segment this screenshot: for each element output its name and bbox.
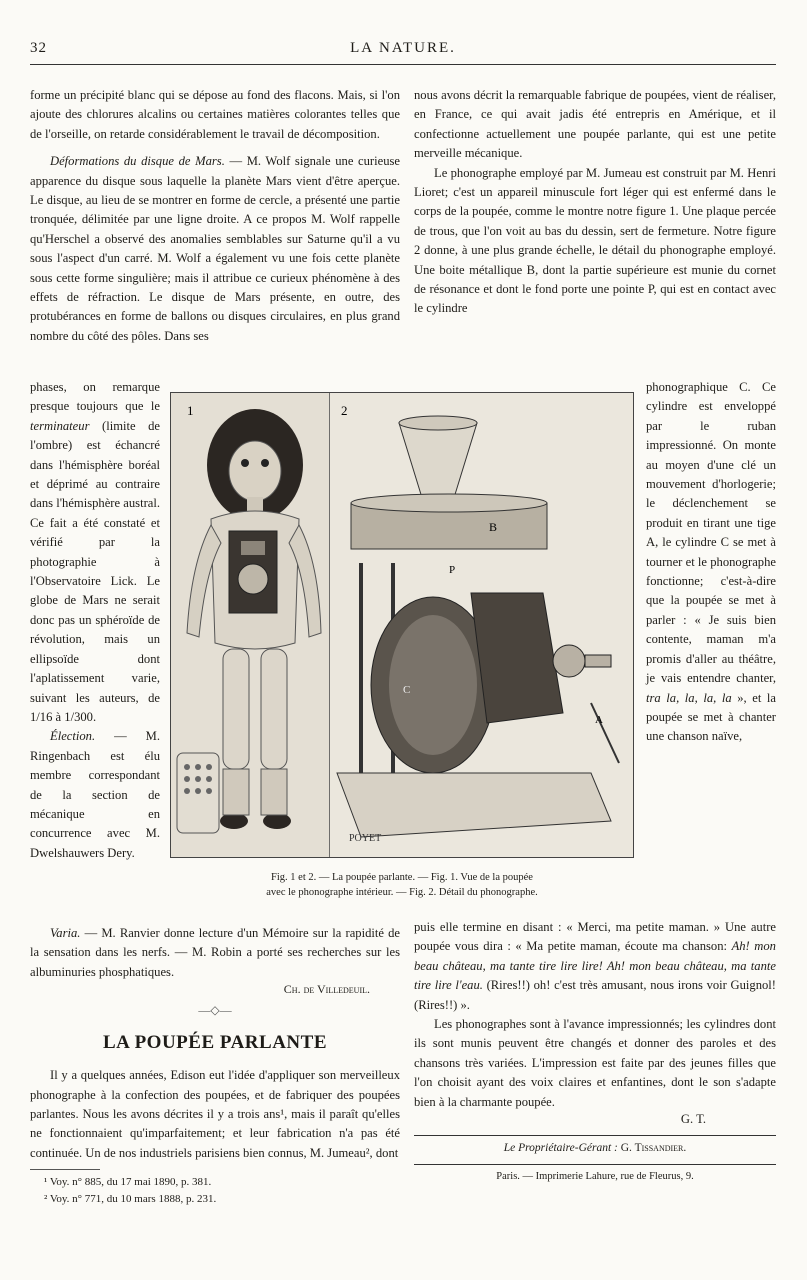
- varia-title: Varia.: [50, 926, 81, 940]
- journal-title: LA NATURE.: [350, 40, 456, 56]
- mars-body: — M. Wolf signale une curieuse apparence du disque sous laquelle la planète Mars vient d'être aperçue. Le disque, au lieu de se montrer en forme de cercle, a présenté une partie tronquée, délimitée par une ligne droite. A ce propos M. Wolf rappelle qu'Herschel a observé des anomalies semblables sur Saturne qu'il a vu sous l'aspect d'un carré. M. Wolf a également vu une fois cette planète sous cette forme singulière; mais il attribue ce curieux phénomène à des effets de réfraction. Le disque de Mars présente, en outre, des protubérances en forme de ballons ou disques circulaires, en plus grand nombre du côté des pôles. Dans ses: [30, 154, 400, 343]
- mars-title: Déformations du disque de Mars.: [50, 154, 225, 169]
- doll-leg-right: [261, 649, 287, 769]
- election-title: Élection.: [50, 729, 96, 744]
- caption-line-2: avec le phonographe intérieur. — Fig. 2. Détail du phonographe.: [266, 887, 538, 898]
- song-lyrics: Ah! mon beau château, ma tante tire lire lire! Ah! mon beau château, ma tante tire lire l'eau.: [414, 939, 776, 993]
- page-number: 32: [30, 40, 47, 56]
- perforated-plate: [177, 753, 219, 833]
- paragraph-terminator: phases, on remarque presque toujours que le terminateur (limite de l'ombre) est échancré dans l'hémisphère boréal et déprimé au contraire dans l'hémisphère austral. Ce fait a été constaté et vérifié par la photographie à l'Observatoire Lick. Le globe de Mars ne serait donc pas un sphéroïde de révolution, mais un ellipsoïde dont l'aplatissement varie, suivant les auteurs, de 1/16 à 1/300.: [30, 380, 160, 724]
- doll-eye-left: [241, 459, 249, 467]
- varia-body: — M. Ranvier donne lecture d'un Mémoire sur la rapidité de la sensation dans les nerfs. — M. Robin a porté ses recherches sur les albuminuries phosphatiques.: [30, 926, 400, 979]
- paragraph-election: [30, 727, 160, 863]
- paragraph-varia: [30, 924, 400, 982]
- doll-face: [229, 441, 281, 501]
- footnote-1: ¹ Voy. n° 885, du 17 mai 1890, p. 381.: [44, 1176, 212, 1189]
- phonograph-label-b: B: [489, 520, 498, 534]
- article-heading: LA POUPÉE PARLANTE: [102, 1032, 327, 1054]
- signoff-gt: G. T.: [680, 1112, 706, 1127]
- paragraph-mars: [30, 152, 400, 346]
- phonograph-label-a: A: [595, 714, 603, 726]
- caption-line-1: Fig. 1 et 2. — La poupée parlante. — Fig. 1. Vue de la poupée: [271, 872, 533, 883]
- figure-label-1: 1: [187, 403, 194, 418]
- doll-phonograph-inside: [238, 564, 268, 594]
- figure-illustration: [171, 393, 633, 857]
- footnote-2: ² Voy. n° 771, du 10 mars 1888, p. 231.: [44, 1193, 217, 1206]
- signature-villedeuil: Ch. de Villedeuil.: [283, 982, 370, 997]
- left-column-bottom: [30, 924, 400, 1208]
- doll-calf-right: [261, 769, 287, 815]
- doll-calf-left: [223, 769, 249, 815]
- left-column-top: [30, 86, 400, 346]
- paragraph-cylinder: phonographique C. Ce cylindre est enveloppé par le ruban impressionné. On monte au moyen d'une clé un mouvement d'horlogerie; le déclenchement se produit en tirant une tige A, le cylindre C se met à tourner et le phonographe fonctionne; c'est-à-dire que la poupée se met à parler : « Je suis bien contente, maman m'a promis d'aller au théâtre, je vais entendre chanter, tra la, la, la, la », et la poupée se met à chanter une chanson naïve,: [646, 380, 776, 744]
- election-body: — M. Ringenbach est élu membre correspondant de la section de mécanique en concurrence avec M. Dwelshauwers Dery.: [30, 729, 160, 860]
- printer-rule: [414, 1164, 776, 1165]
- phonograph-key: [553, 645, 585, 677]
- proprietor-line: Le Propriétaire-Gérant : G. Tissandier.: [503, 1142, 687, 1155]
- right-narrow-column: [646, 378, 776, 747]
- section-ornament: —◇—: [198, 1003, 232, 1018]
- right-column-bottom: [414, 918, 776, 1182]
- paragraph-merci: puis elle termine en disant : « Merci, ma petite maman. » Une autre poupée vous dira : « Ma petite maman, écoute ma chanson: Ah! mon beau château, ma tante tire lire lire! Ah! mon beau château, ma tante tire lire l'eau. (Rires!!) oh! c'est très amusant, nous irons voir Guignol! (Rires!!) ».: [414, 920, 776, 1012]
- terminator-term: terminateur: [30, 418, 90, 433]
- paragraph-phonograph: Le phonographe employé par M. Jumeau est construit par M. Henri Lioret; c'est un appareil minuscule fort léger qui est enfermé dans le corps de la poupée, comme le montre notre figure 1. Une plaque percée de trous, que l'on voit au bas du dessin, sert de fermeture. Notre figure 2 donne, à une plus grande échelle, le détail du phonographe employé. Une boite métallique B, dont la partie supérieure est munie du cornet de résonance et dont le fond porte une pointe P, qui est en contact avec le cylindre: [414, 165, 776, 316]
- right-column-top: [414, 86, 776, 319]
- paragraph-intro: Il y a quelques années, Edison eut l'idée d'appliquer son merveilleux phonographe à la confection des poupées, et de fabriquer des poupées parlantes. Nous les avons décrites il y a trois ans¹, mais il paraît qu'elles ne fonctionnaient qu'imparfaitement; et leur fabrication n'a pas été continuée. Un de nos industriels parisiens bien connus, M. Jumeau², dont: [30, 1068, 400, 1160]
- proprietor-rule: [414, 1135, 776, 1136]
- doll-leg-left: [223, 649, 249, 769]
- figure-doll-phonograph: [170, 392, 634, 858]
- figure-caption: [170, 870, 634, 900]
- engraver-mark: POYET: [349, 833, 382, 844]
- page-header: [30, 40, 776, 62]
- doll-inner-box: [241, 541, 265, 555]
- paragraph-jumeau: nous avons décrit la remarquable fabrique de poupées, vient de réaliser, en France, ce qui avait jadis été entrepris en Amérique, et il confectionne actuellement une poupée parlante, qui est une petite merveille mécanique.: [414, 88, 776, 161]
- paragraph-precipitate: forme un précipité blanc qui se dépose au fond des flacons. Mais, si l'on ajoute des chlorures alcalins ou certaines matières colorantes telles que de l'orseille, on retarde considérablement le travail de décomposition.: [30, 88, 400, 141]
- phonograph-label-p: P: [449, 564, 456, 576]
- left-narrow-column: [30, 378, 160, 863]
- figure-label-2: 2: [341, 403, 348, 418]
- song-refrain: tra la, la, la, la: [646, 690, 732, 705]
- printer-line: Paris. — Imprimerie Lahure, rue de Fleurus, 9.: [496, 1171, 694, 1183]
- footnote-rule: [30, 1169, 100, 1170]
- doll-eye-right: [261, 459, 269, 467]
- header-rule: [30, 64, 776, 65]
- phonograph-label-c: C: [403, 684, 411, 696]
- paragraph-impression: Les phonographes sont à l'avance impressionnés; les cylindres dont ils sont munis peuvent être changés et donner des paroles et des chansons très variées. L'impression est faite par des jeunes filles que l'on choisit ayant des voix claires et enfantines, dont le son s'adapte bien à la charmante poupée.: [414, 1017, 776, 1109]
